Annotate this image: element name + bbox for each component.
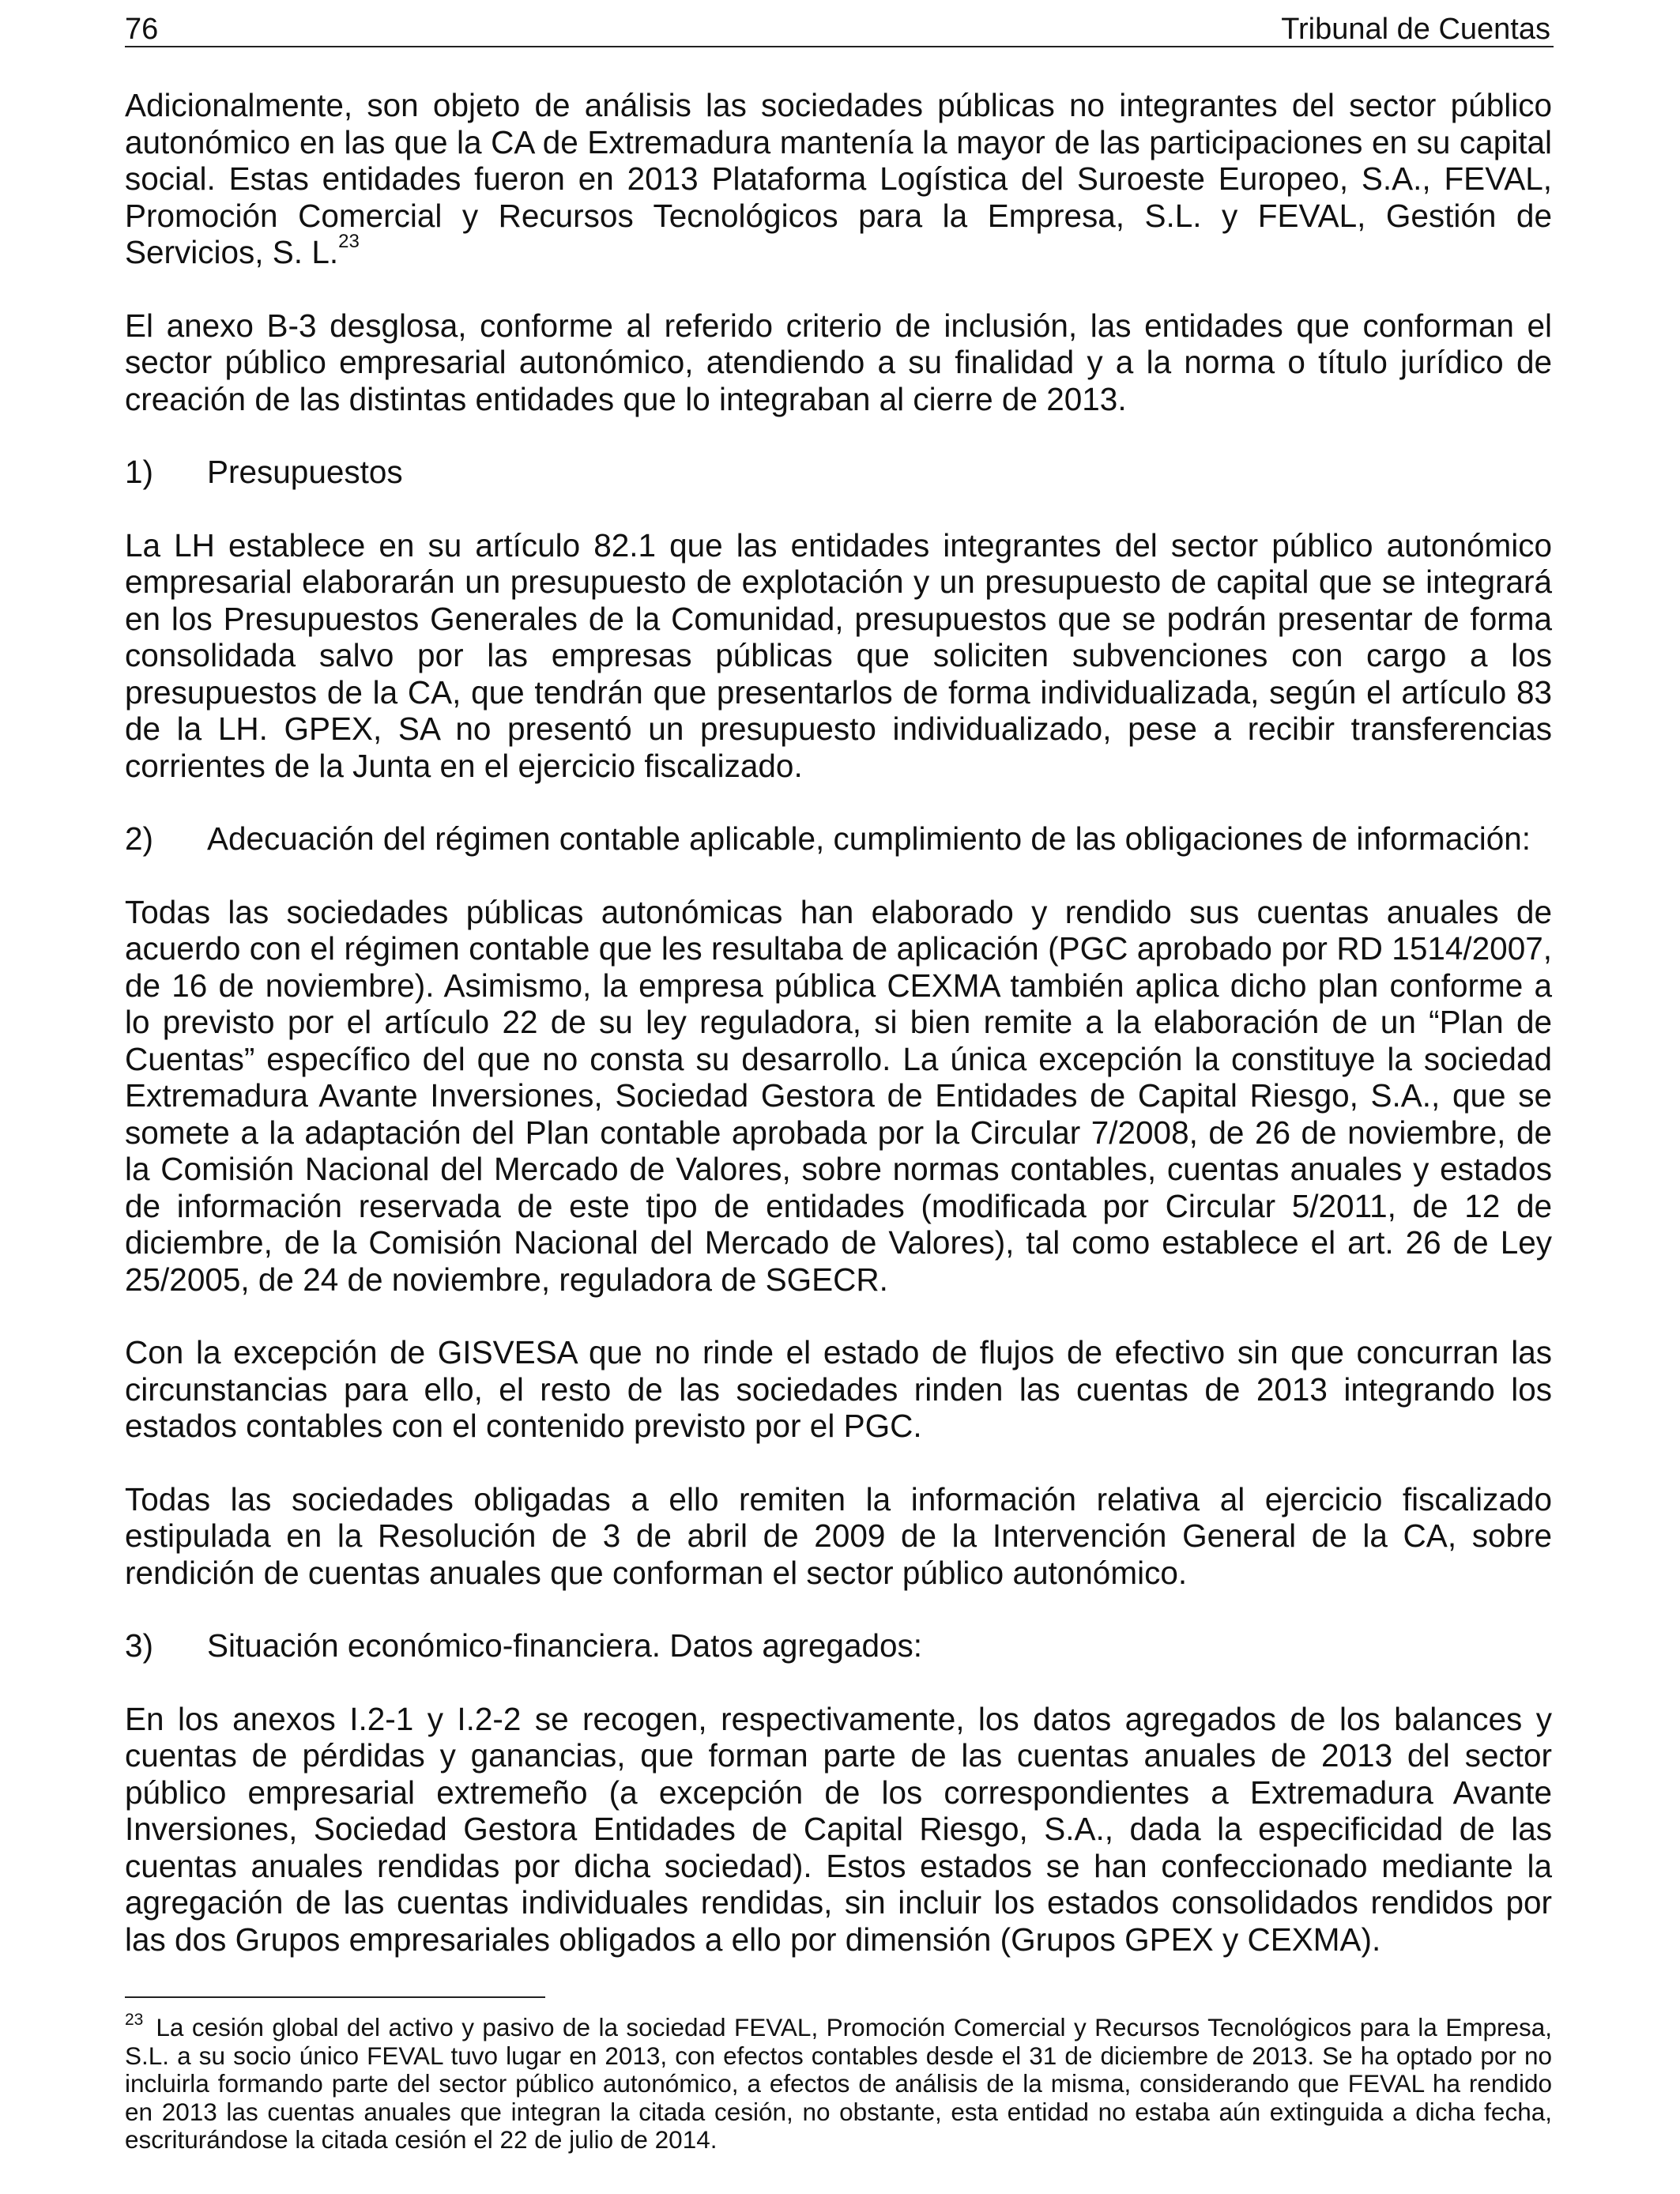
- paragraph-anexo-b3: El anexo B-3 desglosa, conforme al referido criterio de inclusión, las entidades que conforman el sector público empresarial autonómico, atendiendo a su finalidad y a la norma o título jurídico de creación de las distintas entidades que lo integraban al cierre de 2013.: [125, 307, 1552, 417]
- section-heading-regimen-contable: [125, 820, 1552, 858]
- paragraph-sociedades-no-integrantes: [125, 87, 1552, 271]
- paragraph-gisvesa: Con la excepción de GISVESA que no rinde el estado de flujos de efectivo sin que concurran las circunstancias para ello, el resto de las sociedades rinden las cuentas de 2013 integrando los estados contables con el contenido previsto por el PGC.: [125, 1334, 1552, 1444]
- paragraph-presupuestos: La LH establece en su artículo 82.1 que las entidades integrantes del sector público autonómico empresarial elaborarán un presupuesto de explotación y un presupuesto de capital que se integrará en los Presupuestos Generales de la Comunidad, presupuestos que se podrán presentar de forma consolidada salvo por las empresas públicas que soliciten subvenciones con cargo a los presupuestos de la CA, que tendrán que presentarlos de forma individualizada, según el artículo 83 de la LH. GPEX, SA no presentó un presupuesto individualizado, pese a recibir transferencias corrientes de la Junta en el ejercicio fiscalizado.: [125, 526, 1552, 784]
- page-number: 76: [125, 13, 159, 46]
- section-heading-situacion-economica: [125, 1627, 1552, 1664]
- footnote-reference[interactable]: 23: [338, 231, 360, 252]
- page-header: [125, 6, 1554, 47]
- section-title: Situación económico-financiera. Datos agregados:: [207, 1627, 923, 1664]
- footnote-number: 23: [125, 2011, 144, 2029]
- paragraph-informacion-remitida: Todas las sociedades obligadas a ello remiten la información relativa al ejercicio fiscalizado estipulada en la Resolución de 3 de abril de 2009 de la Intervención General de la CA, sobre rendición de cuentas anuales que conforman el sector público autonómico.: [125, 1480, 1552, 1591]
- footnote: [125, 2011, 1552, 2154]
- section-number: 1): [125, 454, 154, 490]
- running-title: Tribunal de Cuentas: [1281, 13, 1550, 46]
- paragraph-regimen-contable: Todas las sociedades públicas autonómicas han elaborado y rendido sus cuentas anuales de acuerdo con el régimen contable que les resultaba de aplicación (PGC aprobado por RD 1514/2007, de 16 de noviembre). Asimismo, la empresa pública CEXMA también aplica dicho plan conforme a lo previsto por el artículo 22 de su ley reguladora, si bien remite a la elaboración de un “Plan de Cuentas” específico del que no consta su desarrollo. La única excepción la constituye la sociedad Extremadura Avante Inversiones, Sociedad Gestora de Entidades de Capital Riesgo, S.A., que se somete a la adaptación del Plan contable aprobada por la Circular 7/2008, de 26 de noviembre, de la Comisión Nacional del Mercado de Valores, sobre normas contables, cuentas anuales y estados de información reservada de este tipo de entidades (modificada por Circular 5/2011, de 12 de diciembre, de la Comisión Nacional del Mercado de Valores), tal como establece el art. 26 de Ley 25/2005, de 24 de noviembre, reguladora de SGECR.: [125, 893, 1552, 1298]
- paragraph-text: Adicionalmente, son objeto de análisis las sociedades públicas no integrantes del sector público autonómico en las que la CA de Extremadura mantenía la mayor de las participaciones en su capital social. Estas entidades fueron en 2013 Plataforma Logística del Suroeste Europeo, S.A., FEVAL, Promoción Comercial y Recursos Tecnológicos para la Empresa, S.L. y FEVAL, Gestión de Servicios, S. L.: [125, 87, 1552, 270]
- section-title: Adecuación del régimen contable aplicable, cumplimiento de las obligaciones de información:: [207, 820, 1531, 857]
- footnote-separator: [125, 1996, 545, 1998]
- section-number: 2): [125, 820, 154, 857]
- section-number: 3): [125, 1627, 154, 1664]
- body-text: [125, 87, 1552, 1994]
- footnote-text: La cesión global del activo y pasivo de la sociedad FEVAL, Promoción Comercial y Recursos Tecnológicos para la Empresa, S.L. a su socio único FEVAL tuvo lugar en 2013, con efectos contables desde el 31 de diciembre de 2013. Se ha optado por no incluirla formando parte del sector público autonómico, a efectos de análisis de la misma, considerando que FEVAL ha rendido en 2013 las cuentas anuales que integran la citada cesión, no obstante, esta entidad no estaba aún extinguida a dicha fecha, escriturándose la citada cesión el 22 de julio de 2014.: [125, 2013, 1552, 2154]
- paragraph-datos-agregados: En los anexos I.2-1 y I.2-2 se recogen, respectivamente, los datos agregados de los balances y cuentas de pérdidas y ganancias, que forman parte de las cuentas anuales de 2013 del sector público empresarial extremeño (a excepción de los correspondientes a Extremadura Avante Inversiones, Sociedad Gestora Entidades de Capital Riesgo, S.A., dada la especificidad de las cuentas anuales rendidas por dicha sociedad). Estos estados se han confeccionado mediante la agregación de las cuentas individuales rendidas, sin incluir los estados consolidados rendidos por las dos Grupos empresariales obligados a ello por dimensión (Grupos GPEX y CEXMA).: [125, 1700, 1552, 1958]
- section-title: Presupuestos: [207, 454, 403, 490]
- section-heading-presupuestos: [125, 454, 1552, 491]
